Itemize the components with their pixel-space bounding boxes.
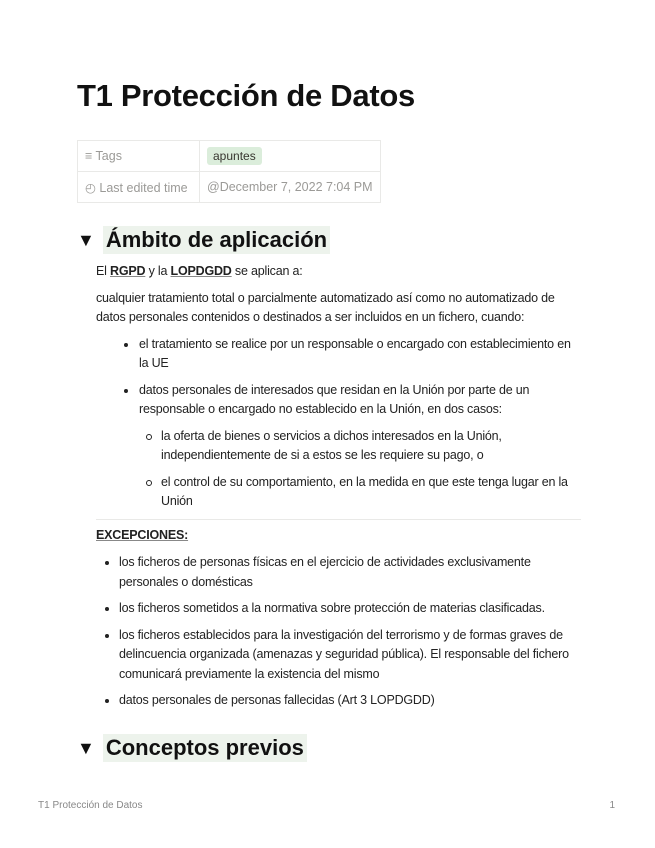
toggle-heading-conceptos[interactable] bbox=[77, 734, 307, 762]
clock-icon: ◴ bbox=[85, 180, 100, 195]
toggle-triangle-icon[interactable]: ▼ bbox=[77, 737, 95, 758]
paragraph: cualquier tratamiento total o parcialmente automatizado así como no automatizado de datos personales contenidos o destinados a ser incluidos en un fichero, cuando: bbox=[96, 290, 555, 324]
text: El bbox=[96, 264, 110, 278]
lopdgdd-term: LOPDGDD bbox=[170, 264, 232, 278]
heading-text: Conceptos previos bbox=[103, 734, 307, 762]
exceptions-list bbox=[96, 553, 581, 711]
text: y la bbox=[145, 264, 171, 278]
tag-badge[interactable]: apuntes bbox=[207, 147, 262, 165]
property-label: Tags bbox=[95, 149, 122, 163]
divider bbox=[96, 519, 581, 520]
bullet-list bbox=[96, 335, 581, 512]
list-item-text: datos personales de interesados que residan en la Unión por parte de un responsable o encargado no establecido en la Unión, en dos casos: bbox=[139, 382, 530, 416]
toggle-triangle-icon[interactable]: ▼ bbox=[77, 229, 95, 250]
list-icon: ≡ bbox=[85, 149, 96, 163]
list-item: el control de su comportamiento, en la medida en que este tenga lugar en la Unión bbox=[139, 473, 581, 512]
property-value: @December 7, 2022 7:04 PM bbox=[200, 172, 381, 203]
property-row-last-edited bbox=[78, 172, 381, 203]
list-item: el tratamiento se realice por un responsable o encargado con establecimiento en la UE bbox=[96, 335, 581, 374]
property-row-tags bbox=[78, 141, 381, 172]
heading-text: Ámbito de aplicación bbox=[103, 226, 330, 254]
list-item: datos personales de personas fallecidas (Art 3 LOPDGDD) bbox=[96, 691, 581, 711]
text: se aplican a: bbox=[231, 264, 303, 278]
list-item: los ficheros establecidos para la investigación del terrorismo y de formas graves de delincuencia organizada (amenazas y seguridad pública). El responsable del fichero comunicará previamente la existencia del mismo bbox=[96, 626, 581, 685]
properties-table bbox=[77, 140, 381, 203]
rgpd-term: RGPD bbox=[110, 264, 146, 278]
sub-bullet-list bbox=[139, 427, 581, 512]
page-title: T1 Protección de Datos bbox=[77, 78, 415, 113]
list-item bbox=[96, 381, 581, 512]
list-item: los ficheros sometidos a la normativa sobre protección de materias clasificadas. bbox=[96, 599, 581, 619]
list-item: los ficheros de personas físicas en el ejercicio de actividades exclusivamente personales o domésticas bbox=[96, 553, 581, 592]
intro-text bbox=[96, 262, 581, 282]
page-number: 1 bbox=[609, 800, 615, 811]
exceptions-label: EXCEPCIONES: bbox=[96, 527, 189, 542]
property-label: Last edited time bbox=[99, 180, 188, 195]
toggle-heading-ambito[interactable] bbox=[77, 226, 330, 254]
section-body bbox=[96, 262, 581, 718]
footer-title: T1 Protección de Datos bbox=[38, 800, 143, 811]
list-item: la oferta de bienes o servicios a dichos interesados en la Unión, independientemente de si a estos se les requiere su pago, o bbox=[139, 427, 581, 466]
